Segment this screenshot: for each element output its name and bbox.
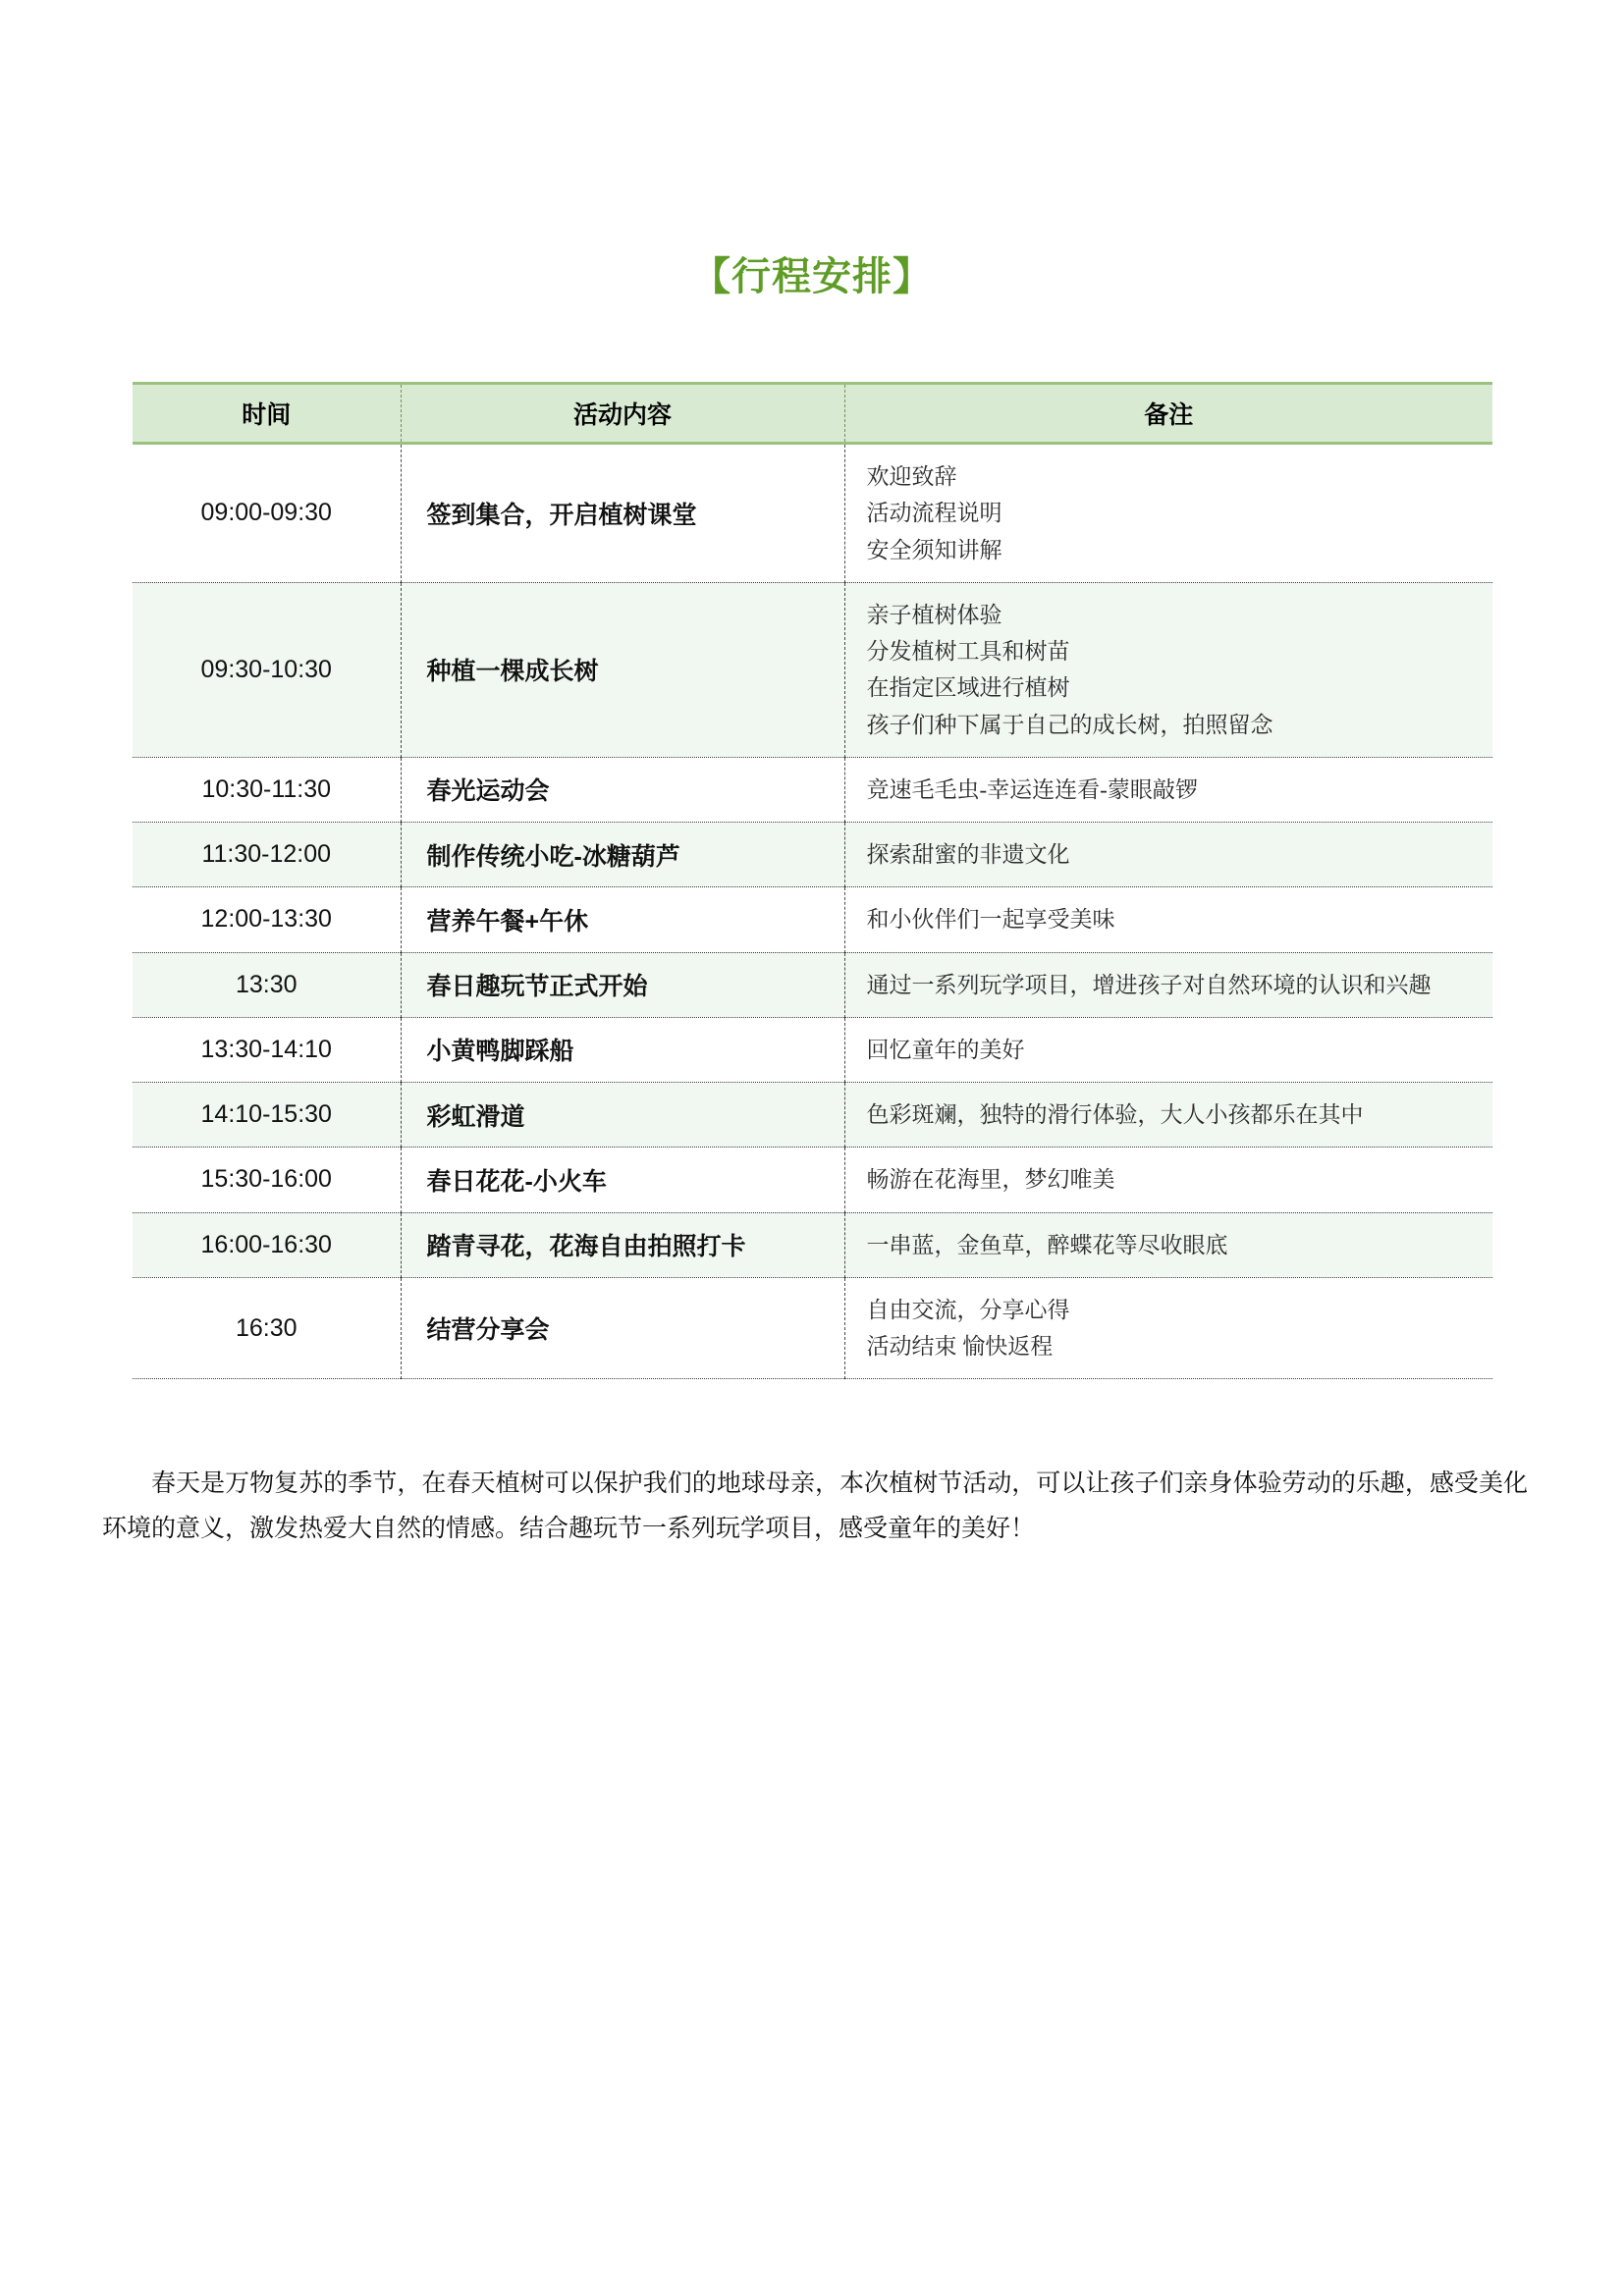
cell-note bbox=[844, 757, 1492, 822]
table-row bbox=[133, 582, 1492, 757]
cell-time: 14:10-15:30 bbox=[133, 1083, 401, 1148]
cell-activity: 春日花花-小火车 bbox=[401, 1148, 844, 1212]
cell-activity: 种植一棵成长树 bbox=[401, 582, 844, 757]
cell-activity: 小黄鸭脚踩船 bbox=[401, 1017, 844, 1082]
cell-note bbox=[844, 1277, 1492, 1379]
table-row bbox=[133, 887, 1492, 952]
note-line: 和小伙伴们一起享受美味 bbox=[866, 907, 1115, 933]
cell-time: 16:30 bbox=[133, 1277, 401, 1379]
table-row bbox=[133, 1017, 1492, 1082]
column-header-time: 时间 bbox=[133, 384, 401, 444]
cell-time: 13:30 bbox=[133, 952, 401, 1017]
note-line: 色彩斑斓，独特的滑行体验，大人小孩都乐在其中 bbox=[866, 1102, 1364, 1127]
table-row bbox=[133, 952, 1492, 1017]
table-row bbox=[133, 444, 1492, 583]
cell-activity: 春日趣玩节正式开始 bbox=[401, 952, 844, 1017]
page-title: 【行程安排】 bbox=[691, 255, 933, 298]
note-line: 安全须知讲解 bbox=[866, 537, 1002, 562]
cell-time: 15:30-16:00 bbox=[133, 1148, 401, 1212]
table-row bbox=[133, 823, 1492, 887]
cell-activity: 春光运动会 bbox=[401, 757, 844, 822]
note-line: 竞速毛毛虫-幸运连连看-蒙眼敲锣 bbox=[866, 776, 1198, 802]
cell-time: 09:30-10:30 bbox=[133, 582, 401, 757]
cell-time: 16:00-16:30 bbox=[133, 1212, 401, 1277]
schedule-table-container bbox=[133, 382, 1492, 1379]
cell-time: 11:30-12:00 bbox=[133, 823, 401, 887]
cell-note bbox=[844, 1148, 1492, 1212]
note-line: 亲子植树体验 bbox=[866, 602, 1002, 627]
note-line: 探索甜蜜的非遗文化 bbox=[866, 842, 1070, 867]
note-line: 活动结束 愉快返程 bbox=[866, 1334, 1054, 1359]
table-row bbox=[133, 1148, 1492, 1212]
column-header-note: 备注 bbox=[844, 384, 1492, 444]
cell-activity: 签到集合，开启植树课堂 bbox=[401, 444, 844, 583]
note-line: 一串蓝，金鱼草，醉蝶花等尽收眼底 bbox=[866, 1232, 1228, 1257]
note-line: 在指定区域进行植树 bbox=[866, 675, 1070, 701]
note-line: 自由交流，分享心得 bbox=[866, 1297, 1070, 1322]
table-row bbox=[133, 757, 1492, 822]
note-line: 孩子们种下属于自己的成长树，拍照留念 bbox=[866, 712, 1273, 737]
note-line: 通过一系列玩学项目，增进孩子对自然环境的认识和兴趣 bbox=[866, 972, 1432, 997]
table-header-row bbox=[133, 384, 1492, 444]
cell-note bbox=[844, 1017, 1492, 1082]
cell-time: 10:30-11:30 bbox=[133, 757, 401, 822]
cell-activity: 制作传统小吃-冰糖葫芦 bbox=[401, 823, 844, 887]
cell-note bbox=[844, 823, 1492, 887]
cell-time: 09:00-09:30 bbox=[133, 444, 401, 583]
column-header-activity: 活动内容 bbox=[401, 384, 844, 444]
cell-activity: 结营分享会 bbox=[401, 1277, 844, 1379]
note-line: 畅游在花海里，梦幻唯美 bbox=[866, 1167, 1115, 1193]
table-row bbox=[133, 1212, 1492, 1277]
note-line: 分发植树工具和树苗 bbox=[866, 639, 1070, 664]
table-row bbox=[133, 1277, 1492, 1379]
table-body bbox=[133, 444, 1492, 1379]
note-line: 活动流程说明 bbox=[866, 501, 1002, 526]
cell-time: 13:30-14:10 bbox=[133, 1017, 401, 1082]
cell-activity: 踏青寻花，花海自由拍照打卡 bbox=[401, 1212, 844, 1277]
cell-note bbox=[844, 444, 1492, 583]
cell-activity: 营养午餐+午休 bbox=[401, 887, 844, 952]
cell-activity: 彩虹滑道 bbox=[401, 1083, 844, 1148]
cell-note bbox=[844, 887, 1492, 952]
cell-note bbox=[844, 952, 1492, 1017]
note-line: 欢迎致辞 bbox=[866, 464, 957, 489]
cell-note bbox=[844, 1083, 1492, 1148]
table-row bbox=[133, 1083, 1492, 1148]
itinerary-table bbox=[133, 382, 1492, 1379]
cell-note bbox=[844, 582, 1492, 757]
table-header bbox=[133, 384, 1492, 444]
closing-paragraph: 春天是万物复苏的季节，在春天植树可以保护我们的地球母亲，本次植树节活动，可以让孩子们亲身体验劳动的乐趣，感受美化环境的意义，激发热爱大自然的情感。结合趣玩节一系列玩学项目，感受童年的美好！ bbox=[102, 1469, 1528, 1543]
note-line: 回忆童年的美好 bbox=[866, 1037, 1025, 1062]
cell-note bbox=[844, 1212, 1492, 1277]
cell-time: 12:00-13:30 bbox=[133, 887, 401, 952]
